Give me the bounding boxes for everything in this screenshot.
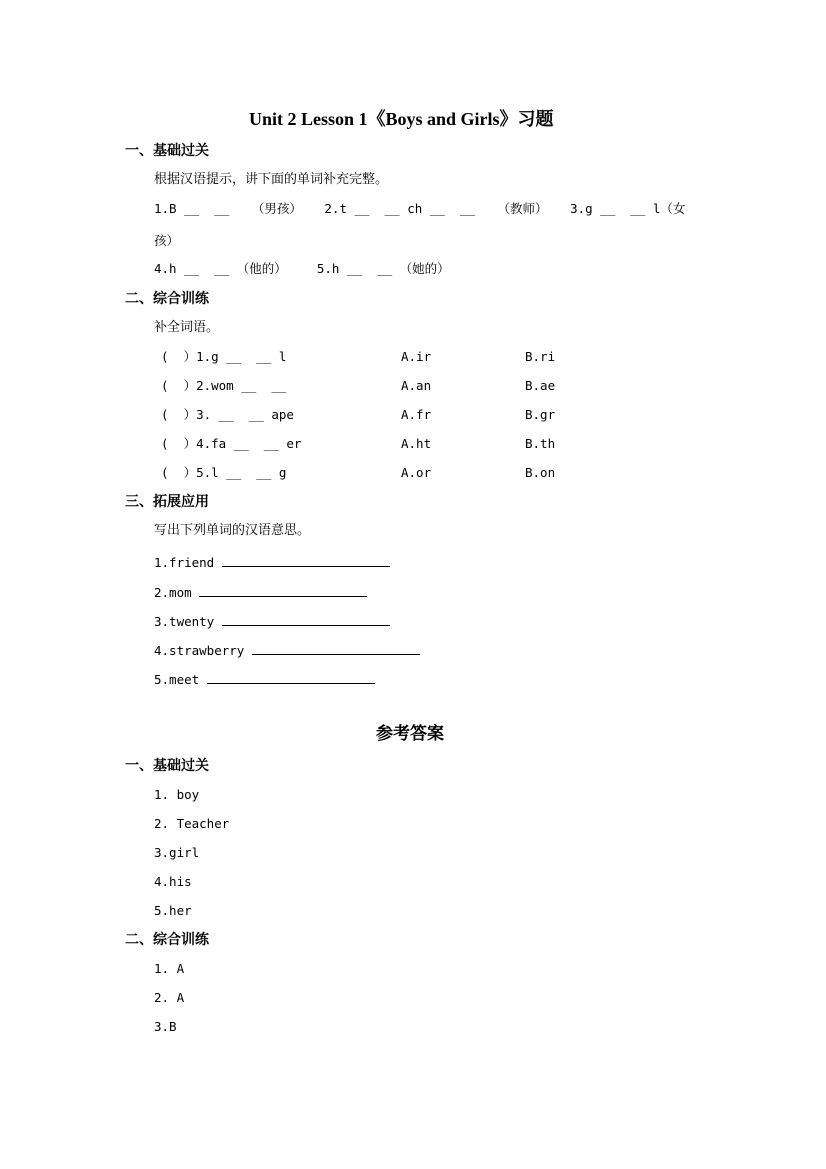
- choice-question: ( ）2.wom __ __: [161, 378, 287, 393]
- choice-option-a: A.ir: [401, 349, 432, 364]
- choice-option-b: B.gr: [525, 407, 556, 422]
- translation-word: 2.mom: [154, 585, 192, 600]
- answer-blank-line: [222, 554, 390, 567]
- answer-item: 4.his: [154, 874, 192, 889]
- answer-section-2-heading: 二、综合训练: [125, 932, 209, 948]
- answer-item: 3.B: [154, 1019, 177, 1034]
- section-3-heading: 三、拓展应用: [125, 494, 209, 510]
- answer-item: 1. boy: [154, 787, 200, 802]
- section-1-line-1-continued: 孩）: [154, 233, 180, 248]
- translation-item: [154, 671, 375, 687]
- answer-section-1-heading: 一、基础过关: [125, 758, 209, 774]
- answer-blank-line: [207, 671, 375, 684]
- choice-option-a: A.an: [401, 378, 432, 393]
- choice-option-a: A.ht: [401, 436, 432, 451]
- choice-question: ( ）4.fa __ __ er: [161, 436, 302, 451]
- section-3-instruction: 写出下列单词的汉语意思。: [154, 523, 311, 538]
- answer-item: 3.girl: [154, 845, 200, 860]
- choice-option-a: A.fr: [401, 407, 432, 422]
- translation-item: [154, 642, 420, 658]
- answer-key-title: 参考答案: [376, 724, 444, 744]
- translation-item: [154, 554, 390, 570]
- answer-blank-line: [199, 584, 367, 597]
- translation-word: 4.strawberry: [154, 643, 245, 658]
- choice-question: ( ）1.g __ __ l: [161, 349, 287, 364]
- translation-item: [154, 584, 367, 600]
- answer-blank-line: [252, 642, 420, 655]
- choice-option-b: B.on: [525, 465, 556, 480]
- answer-item: 2. Teacher: [154, 816, 230, 831]
- answer-item: 2. A: [154, 990, 185, 1005]
- section-2-heading: 二、综合训练: [125, 291, 209, 307]
- choice-question: ( ）5.l __ __ g: [161, 465, 287, 480]
- translation-word: 3.twenty: [154, 614, 215, 629]
- choice-option-b: B.ri: [525, 349, 556, 364]
- choice-option-a: A.or: [401, 465, 432, 480]
- choice-option-b: B.th: [525, 436, 556, 451]
- answer-blank-line: [222, 613, 390, 626]
- worksheet-title: Unit 2 Lesson 1《Boys and Girls》习题: [249, 109, 554, 129]
- translation-item: [154, 613, 390, 629]
- choice-option-b: B.ae: [525, 378, 556, 393]
- answer-item: 5.her: [154, 903, 192, 918]
- section-1-line-1: 1.B __ __ （男孩） 2.t __ __ ch __ __ （教师） 3.g __ __ l（女: [154, 201, 686, 216]
- choice-question: ( ）3. __ __ ape: [161, 407, 294, 422]
- translation-word: 5.meet: [154, 672, 200, 687]
- section-1-heading: 一、基础过关: [125, 143, 209, 159]
- answer-item: 1. A: [154, 961, 185, 976]
- translation-word: 1.friend: [154, 555, 215, 570]
- section-1-instruction: 根据汉语提示，讲下面的单词补充完整。: [154, 172, 389, 187]
- section-2-instruction: 补全词语。: [154, 320, 220, 335]
- section-1-line-2: 4.h __ __ （他的） 5.h __ __ （她的）: [154, 261, 450, 276]
